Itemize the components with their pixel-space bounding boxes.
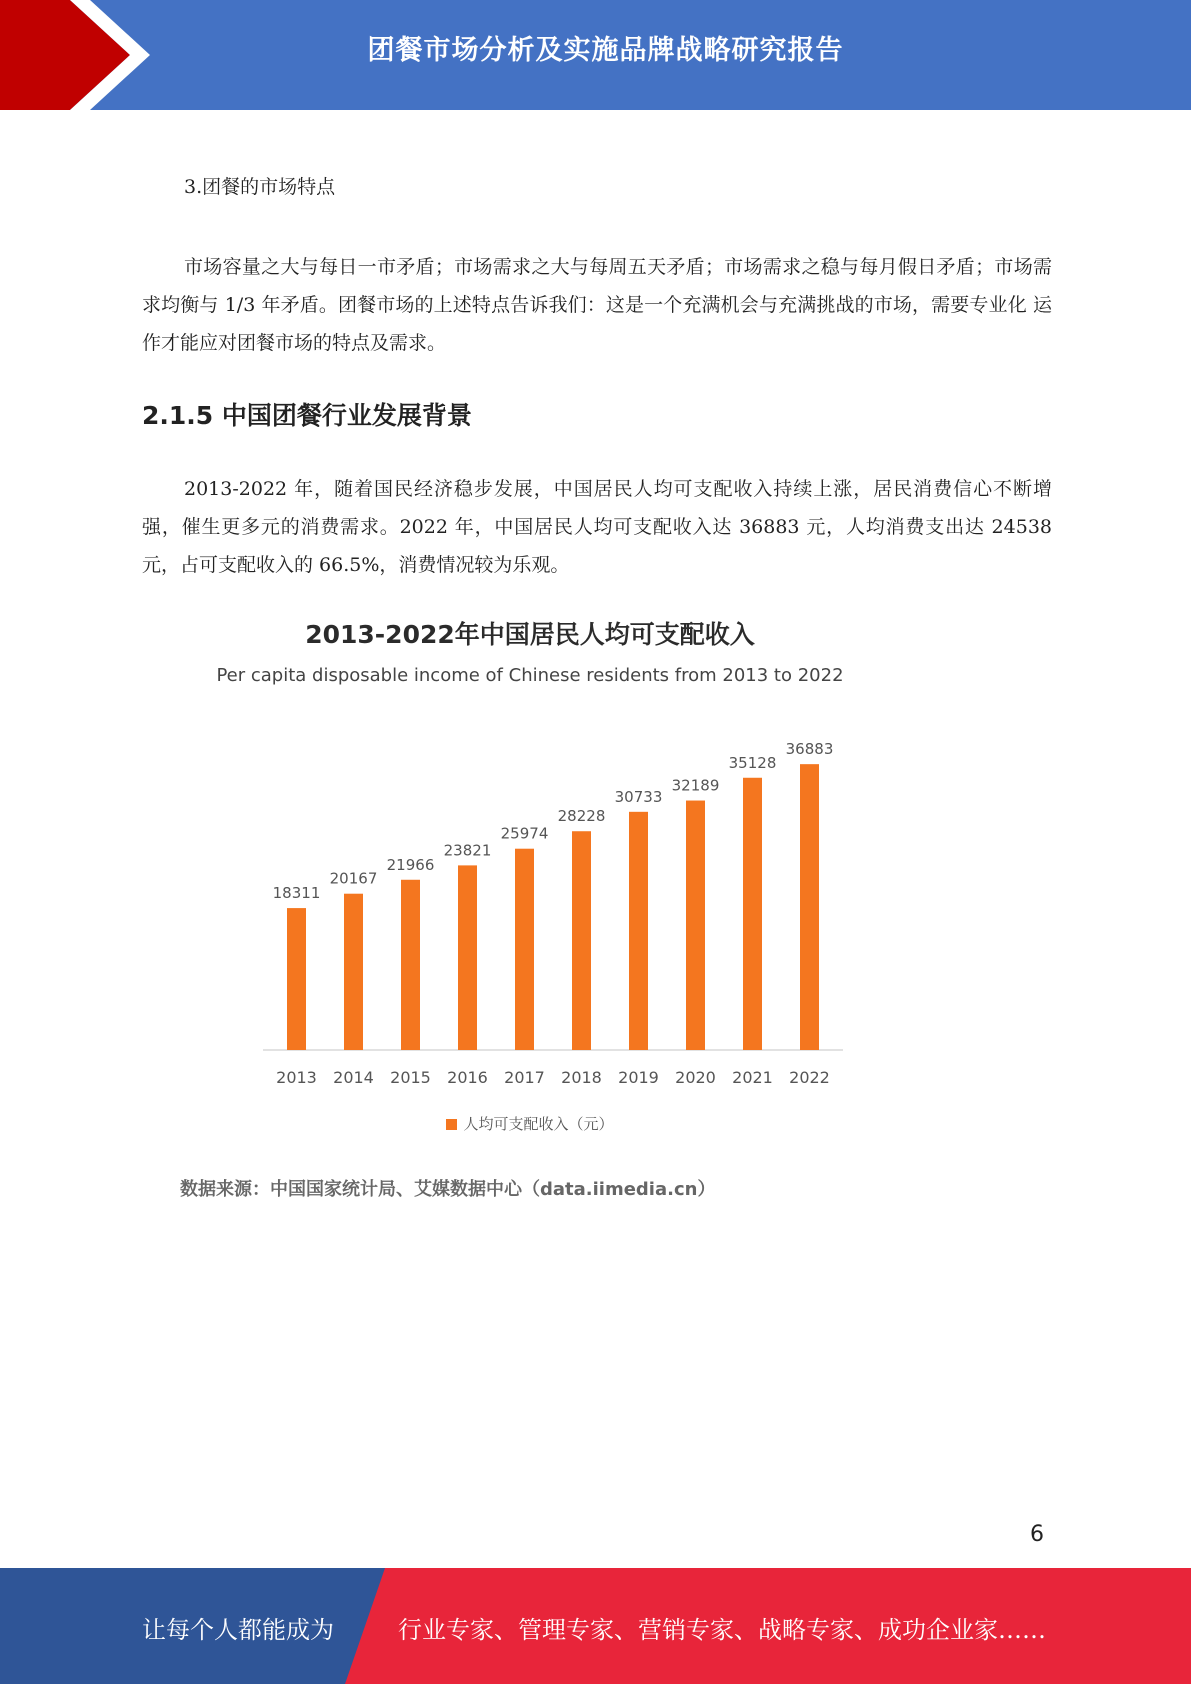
data-label: 28228 [557, 807, 606, 826]
data-label: 20167 [329, 869, 378, 888]
header-title: 团餐市场分析及实施品牌战略研究报告 [367, 35, 844, 66]
x-tick-label: 2017 [504, 1068, 545, 1087]
x-tick-label: 2016 [447, 1068, 488, 1087]
data-label: 30733 [614, 787, 663, 806]
legend-label: 人均可支配收入（元） [463, 1115, 614, 1133]
chart-subtitle: Per capita disposable income of Chinese residents from 2013 to 2022 [216, 665, 844, 686]
bar [686, 801, 705, 1050]
chart-source: 数据来源：中国国家统计局、艾媒数据中心（data.iimedia.cn） [180, 1179, 716, 1200]
bar [287, 908, 306, 1050]
bar [629, 812, 648, 1050]
bar [743, 778, 762, 1050]
income-chart [180, 605, 880, 1205]
footer-slogan-left: 让每个人都能成为 [142, 1616, 334, 1644]
bar [800, 764, 819, 1050]
data-label: 32189 [671, 776, 720, 795]
x-tick-label: 2020 [675, 1068, 716, 1087]
bar [344, 894, 363, 1050]
chart-legend [180, 1113, 880, 1134]
data-label: 18311 [272, 884, 321, 903]
page-header [0, 0, 1191, 110]
x-tick-label: 2022 [789, 1068, 830, 1087]
paragraph-text: 2013-2022 年，随着国民经济稳步发展，中国居民人均可支配收入持续上涨，居民消费信心不断增强，催生更多元的消费需求。2022 年，中国居民人均可支配收入达 36883 元，人均消费支出达 24538 元，占可支配收入的 66.5%，消费情况较为乐观。 [142, 478, 1052, 576]
data-label: 23821 [443, 841, 492, 860]
x-tick-label: 2013 [276, 1068, 317, 1087]
x-tick-label: 2021 [732, 1068, 773, 1087]
section-heading: 2.1.5 中国团餐行业发展背景 [142, 401, 472, 430]
page-number: 6 [1030, 1522, 1044, 1547]
bar [458, 865, 477, 1050]
x-tick-label: 2018 [561, 1068, 602, 1087]
bar [401, 880, 420, 1050]
chart-title: 2013-2022年中国居民人均可支配收入 [305, 620, 755, 649]
legend-swatch [446, 1119, 457, 1130]
footer-slogan-right: 行业专家、管理专家、营销专家、战略专家、成功企业家…… [398, 1616, 1046, 1644]
paragraph-market-features [142, 248, 1052, 362]
data-label: 25974 [500, 824, 549, 843]
sub-heading: 3.团餐的市场特点 [184, 176, 336, 198]
paragraph-text: 市场容量之大与每日一市矛盾；市场需求之大与每周五天矛盾；市场需求之稳与每月假日矛盾；市场需求均衡与 1/3 年矛盾。团餐市场的上述特点告诉我们：这是一个充满机会与充满挑战的市场，需要专业化 运作才能应对团餐市场的特点及需求。 [142, 256, 1052, 354]
x-tick-label: 2014 [333, 1068, 374, 1087]
bar [515, 849, 534, 1050]
data-label: 35128 [728, 753, 777, 772]
page-footer [0, 1568, 1191, 1684]
data-label: 21966 [386, 855, 435, 874]
paragraph-background [142, 470, 1052, 584]
x-tick-label: 2015 [390, 1068, 431, 1087]
bar [572, 831, 591, 1050]
chart-plot [180, 605, 880, 1105]
x-tick-label: 2019 [618, 1068, 659, 1087]
data-label: 36883 [785, 740, 834, 759]
